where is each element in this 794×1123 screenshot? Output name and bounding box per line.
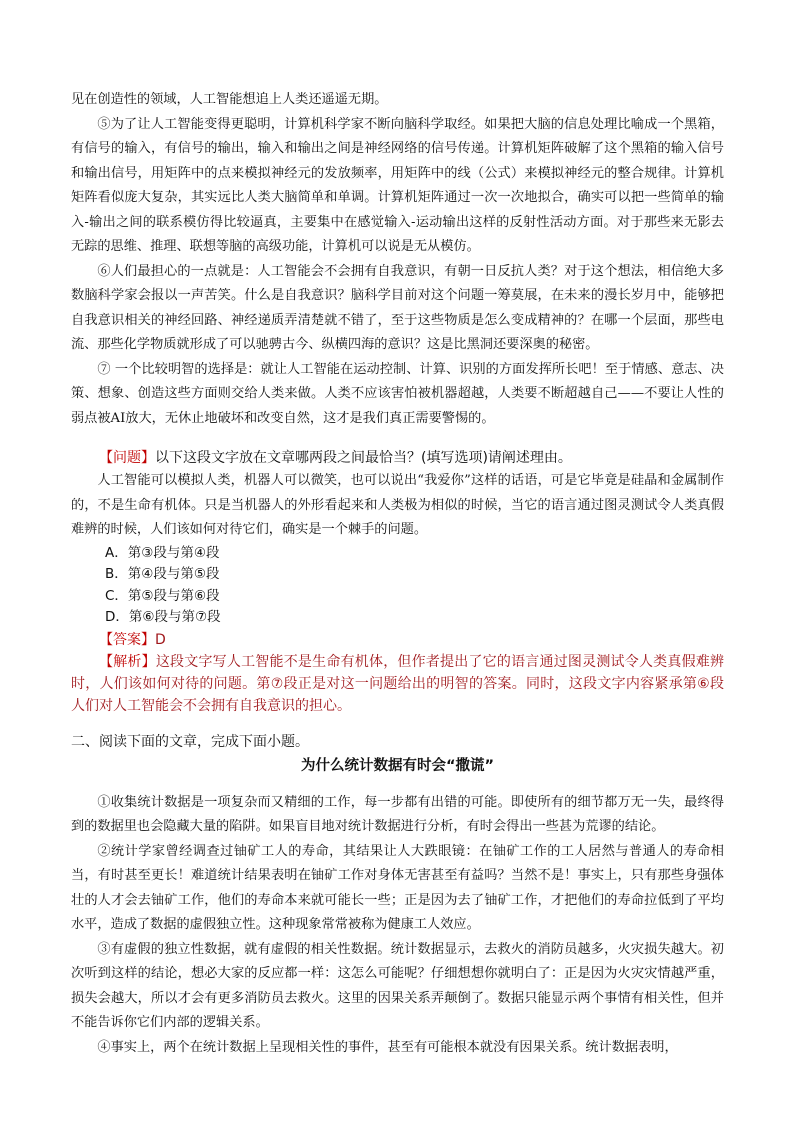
answer-line — [71, 629, 724, 651]
option-a: A．第③段与第④段 — [105, 544, 220, 561]
article-paragraph-2: ②统计学家曾经调查过铀矿工人的寿命，其结果让人大跌眼镜：在铀矿工作的工人居然与普通人的寿命相当，有时甚至更长！难道统计结果表明在铀矿工作对身体无害甚至有益吗？当然不是！事实上，只有那些身强体壮的人才会去铀矿工作，他们的寿命本来就可能长一些；正是因为去了铀矿工作，才把他们的寿命拉低到了平均水平，造成了数据的虚假独立性。这种现象常常被称为健康工人效应。 — [71, 843, 724, 932]
option-d: D．第⑥段与第⑦段 — [105, 609, 221, 625]
analysis-label: 【解析】 — [99, 653, 156, 670]
analysis-text: 这段文字写人工智能不是生命有机体，但作者提出了它的语言通过图灵测试令人类真假难辨时，人们该如何对待的问题。第⑦段正是对这一问题给出的明智的答案。同时，这段文字内容紧承第⑥段人们对人工智能会不会拥有自我意识的担心。 — [71, 653, 725, 714]
question-excerpt: 人工智能可以模拟人类，机器人可以微笑，也可以说出“我爱你”这样的话语，可是它毕竟是硅晶和金属制作的，不是生命有机体。只是当机器人的外形看起来和人类极为相似的时候，当它的语言通过图灵测试令人类真假难辨的时候，人们该如何对待它们，确实是一个棘手的问题。 — [71, 473, 724, 537]
paragraph-6: ⑥人们最担心的一点就是：人工智能会不会拥有自我意识，有朝一日反抗人类？对于这个想法，相信绝大多数脑科学家会报以一声苦笑。什么是自我意识？脑科学目前对这个问题一筹莫展，在未来的漫长岁月中，能够把自我意识相关的神经回路、神经递质弄清楚就不错了，至于这些物质是怎么变成精神的？在哪一个层面，那些电流、那些化学物质就形成了可以驰骋古今、纵横四海的意识？这是比黑洞还要深奥的秘密。 — [71, 263, 724, 352]
article-title: 为什么统计数据有时会“撒谎” — [300, 757, 495, 774]
question-prompt — [71, 447, 724, 469]
article-paragraph-4: ④事实上，两个在统计数据上呈现相关性的事件，甚至有可能根本就没有因果关系。统计数据表明， — [97, 1039, 678, 1055]
article-paragraph-1: ①收集统计数据是一项复杂而又精细的工作，每一步都有出错的可能。即使所有的细节都万无一失，最终得到的数据里也会隐藏大量的陷阱。如果盲目地对统计数据进行分析，有时会得出一些甚为荒谬的结论。 — [71, 794, 724, 834]
document-page — [71, 88, 724, 1060]
answer-value: D — [155, 631, 166, 648]
paragraph-5: ⑤为了让人工智能变得更聪明，计算机科学家不断向脑科学取经。如果把大脑的信息处理比喻成一个黑箱，有信号的输入，有信号的输出，输入和输出之间是神经网络的信号传递。计算机矩阵破解了这个黑箱的输入信号和输出信号，用矩阵中的点来模拟神经元的发放频率，用矩阵中的线（公式）来模拟神经元的整合规律。计算机矩阵看似庞大复杂，其实远比人类大脑简单和单调。计算机矩阵通过一次一次地拟合，确实可以把一些简单的输入-输出之间的联系模仿得比较逼真，主要集中在感觉输入-运动输出这样的反射性活动方面。对于那些来无影去无踪的思维、推理、联想等脑的高级功能，计算机可以说是无从模仿。 — [71, 116, 724, 254]
question-text: 以下这段文字放在文章哪两段之间最恰当？(填写选项)请阐述理由。 — [155, 450, 572, 466]
paragraph-7: ⑦ 一个比较明智的选择是：就让人工智能在运动控制、计算、识别的方面发挥所长吧！至于情感、意志、决策、想象、创造这些方面则交给人类来做。人类不应该害怕被机器超越，人类要不断超越自己——不要让人性的弱点被AI放大，无休止地破坏和改变自然，这才是我们真正需要警惕的。 — [71, 361, 724, 426]
option-c: C．第⑤段与第⑥段 — [105, 587, 220, 604]
question-label: 【问题】 — [99, 450, 155, 466]
section-heading: 二、阅读下面的文章，完成下面小题。 — [71, 733, 309, 750]
option-b: B．第④段与第⑤段 — [105, 566, 220, 582]
analysis — [71, 651, 724, 717]
answer-label: 【答案】 — [99, 631, 155, 648]
article-paragraph-3: ③有虚假的独立性数据，就有虚假的相关性数据。统计数据显示，去救火的消防员越多，火灾损失越大。初次听到这样的结论，想必大家的反应都一样：这怎么可能呢？仔细想想你就明白了：正是因为火灾灾情越严重，损失会越大，所以才会有更多消防员去救火。这里的因果关系弄颠倒了。数据只能显示两个事情有相关性，但并不能告诉你它们内部的逻辑关系。 — [71, 941, 724, 1030]
paragraph-continuation: 见在创造性的领域，人工智能想追上人类还遥遥无期。 — [71, 92, 388, 107]
